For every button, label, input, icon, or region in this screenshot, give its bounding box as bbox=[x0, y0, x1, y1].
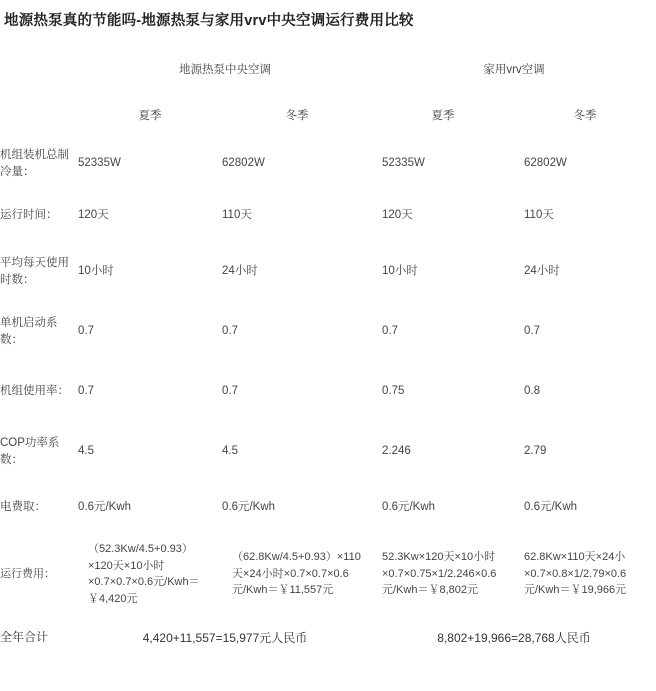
cell-runtime-vrv-winter: 110天 bbox=[524, 209, 554, 222]
page-title: 地源热泵真的节能吗-地源热泵与家用vrv中央空调运行费用比较 bbox=[4, 13, 414, 29]
group-header-vrv: 家用vrv空调 bbox=[483, 64, 545, 76]
table-row bbox=[0, 190, 656, 242]
cell-cop-vrv-summer: 2.246 bbox=[382, 445, 411, 458]
cell-startup-vrv-summer: 0.7 bbox=[382, 325, 398, 338]
cell-total-geothermal: 4,420+11,557=15,977元人民币 bbox=[142, 630, 308, 645]
cell-cop-vrv-winter: 2.79 bbox=[524, 445, 547, 458]
row-label-daily-hours: 平均每天使用时数： bbox=[0, 256, 69, 286]
cell-cost-vrv-winter: 62.8Kw×110天×24小×0.7×0.8×1/2.79×0.6元/Kwh＝￥19,966元 bbox=[524, 551, 627, 597]
table-row bbox=[0, 482, 656, 534]
cell-startup-geothermal-summer: 0.7 bbox=[78, 325, 94, 338]
season-vrv-winter: 冬季 bbox=[573, 110, 597, 122]
cell-runtime-geothermal-summer: 120天 bbox=[78, 209, 109, 222]
cell-capacity-vrv-winter: 62802W bbox=[524, 157, 567, 170]
cell-capacity-vrv-summer: 52335W bbox=[382, 157, 425, 170]
row-label-capacity: 机组装机总制冷量： bbox=[0, 148, 69, 178]
cell-total-vrv: 8,802+19,966=28,768人民币 bbox=[437, 630, 591, 645]
row-label-operating-cost: 运行费用： bbox=[0, 567, 55, 580]
table-row-seasons bbox=[0, 92, 656, 138]
cell-usage-vrv-summer: 0.75 bbox=[382, 385, 405, 398]
table-row bbox=[0, 138, 656, 190]
table-row-operating-cost bbox=[0, 534, 656, 614]
season-geothermal-winter: 冬季 bbox=[285, 110, 309, 122]
table-row-group-headers bbox=[0, 46, 656, 92]
group-header-spacer bbox=[0, 46, 78, 92]
table-row-annual-total bbox=[0, 614, 656, 660]
cell-runtime-vrv-summer: 120天 bbox=[382, 209, 413, 222]
row-label-annual-total: 全年合计 bbox=[0, 630, 49, 644]
cell-daily-hours-vrv-winter: 24小时 bbox=[524, 265, 560, 278]
comparison-table bbox=[0, 46, 656, 660]
season-geothermal-summer: 夏季 bbox=[138, 110, 162, 122]
cell-startup-vrv-winter: 0.7 bbox=[524, 325, 540, 338]
row-label-cop: COP功率系数： bbox=[0, 436, 60, 466]
table-row bbox=[0, 302, 656, 362]
table-row bbox=[0, 242, 656, 302]
cell-cost-geothermal-summer: （52.3Kw/4.5+0.93）×120天×10小时×0.7×0.7×0.6元/Kwh＝￥4,420元 bbox=[88, 543, 200, 605]
row-label-electricity-price: 电费取： bbox=[0, 501, 46, 514]
cell-capacity-geothermal-winter: 62802W bbox=[222, 157, 265, 170]
cell-daily-hours-geothermal-winter: 24小时 bbox=[222, 265, 258, 278]
cell-daily-hours-vrv-summer: 10小时 bbox=[382, 265, 418, 278]
row-label-runtime-days: 运行时间： bbox=[0, 209, 58, 222]
cell-cost-geothermal-winter: （62.8Kw/4.5+0.93）×110天×24小时×0.7×0.7×0.6元/Kwh＝￥11,557元 bbox=[232, 551, 361, 597]
cell-price-geothermal-winter: 0.6元/Kwh bbox=[222, 501, 276, 514]
cell-cop-geothermal-summer: 4.5 bbox=[78, 445, 94, 458]
row-label-startup-factor: 单机启动系数： bbox=[0, 316, 58, 346]
cell-capacity-geothermal-summer: 52335W bbox=[78, 157, 121, 170]
cell-daily-hours-geothermal-summer: 10小时 bbox=[78, 265, 114, 278]
cell-usage-geothermal-summer: 0.7 bbox=[78, 385, 94, 398]
cell-runtime-geothermal-winter: 110天 bbox=[222, 209, 252, 222]
cell-price-geothermal-summer: 0.6元/Kwh bbox=[78, 501, 132, 514]
cell-cost-vrv-summer: 52.3Kw×120天×10小时×0.7×0.75×1/2.246×0.6元/Kwh＝￥8,802元 bbox=[382, 551, 497, 597]
cell-price-vrv-winter: 0.6元/Kwh bbox=[524, 501, 578, 514]
row-label-usage-rate: 机组使用率： bbox=[0, 385, 69, 398]
group-header-geothermal: 地源热泵中央空调 bbox=[179, 64, 271, 76]
cell-price-vrv-summer: 0.6元/Kwh bbox=[382, 501, 436, 514]
cell-usage-geothermal-winter: 0.7 bbox=[222, 385, 238, 398]
cell-usage-vrv-winter: 0.8 bbox=[524, 385, 540, 398]
table-row bbox=[0, 362, 656, 422]
season-spacer bbox=[0, 92, 78, 138]
cell-cop-geothermal-winter: 4.5 bbox=[222, 445, 238, 458]
table-row bbox=[0, 422, 656, 482]
season-vrv-summer: 夏季 bbox=[431, 110, 455, 122]
cell-startup-geothermal-winter: 0.7 bbox=[222, 325, 238, 338]
